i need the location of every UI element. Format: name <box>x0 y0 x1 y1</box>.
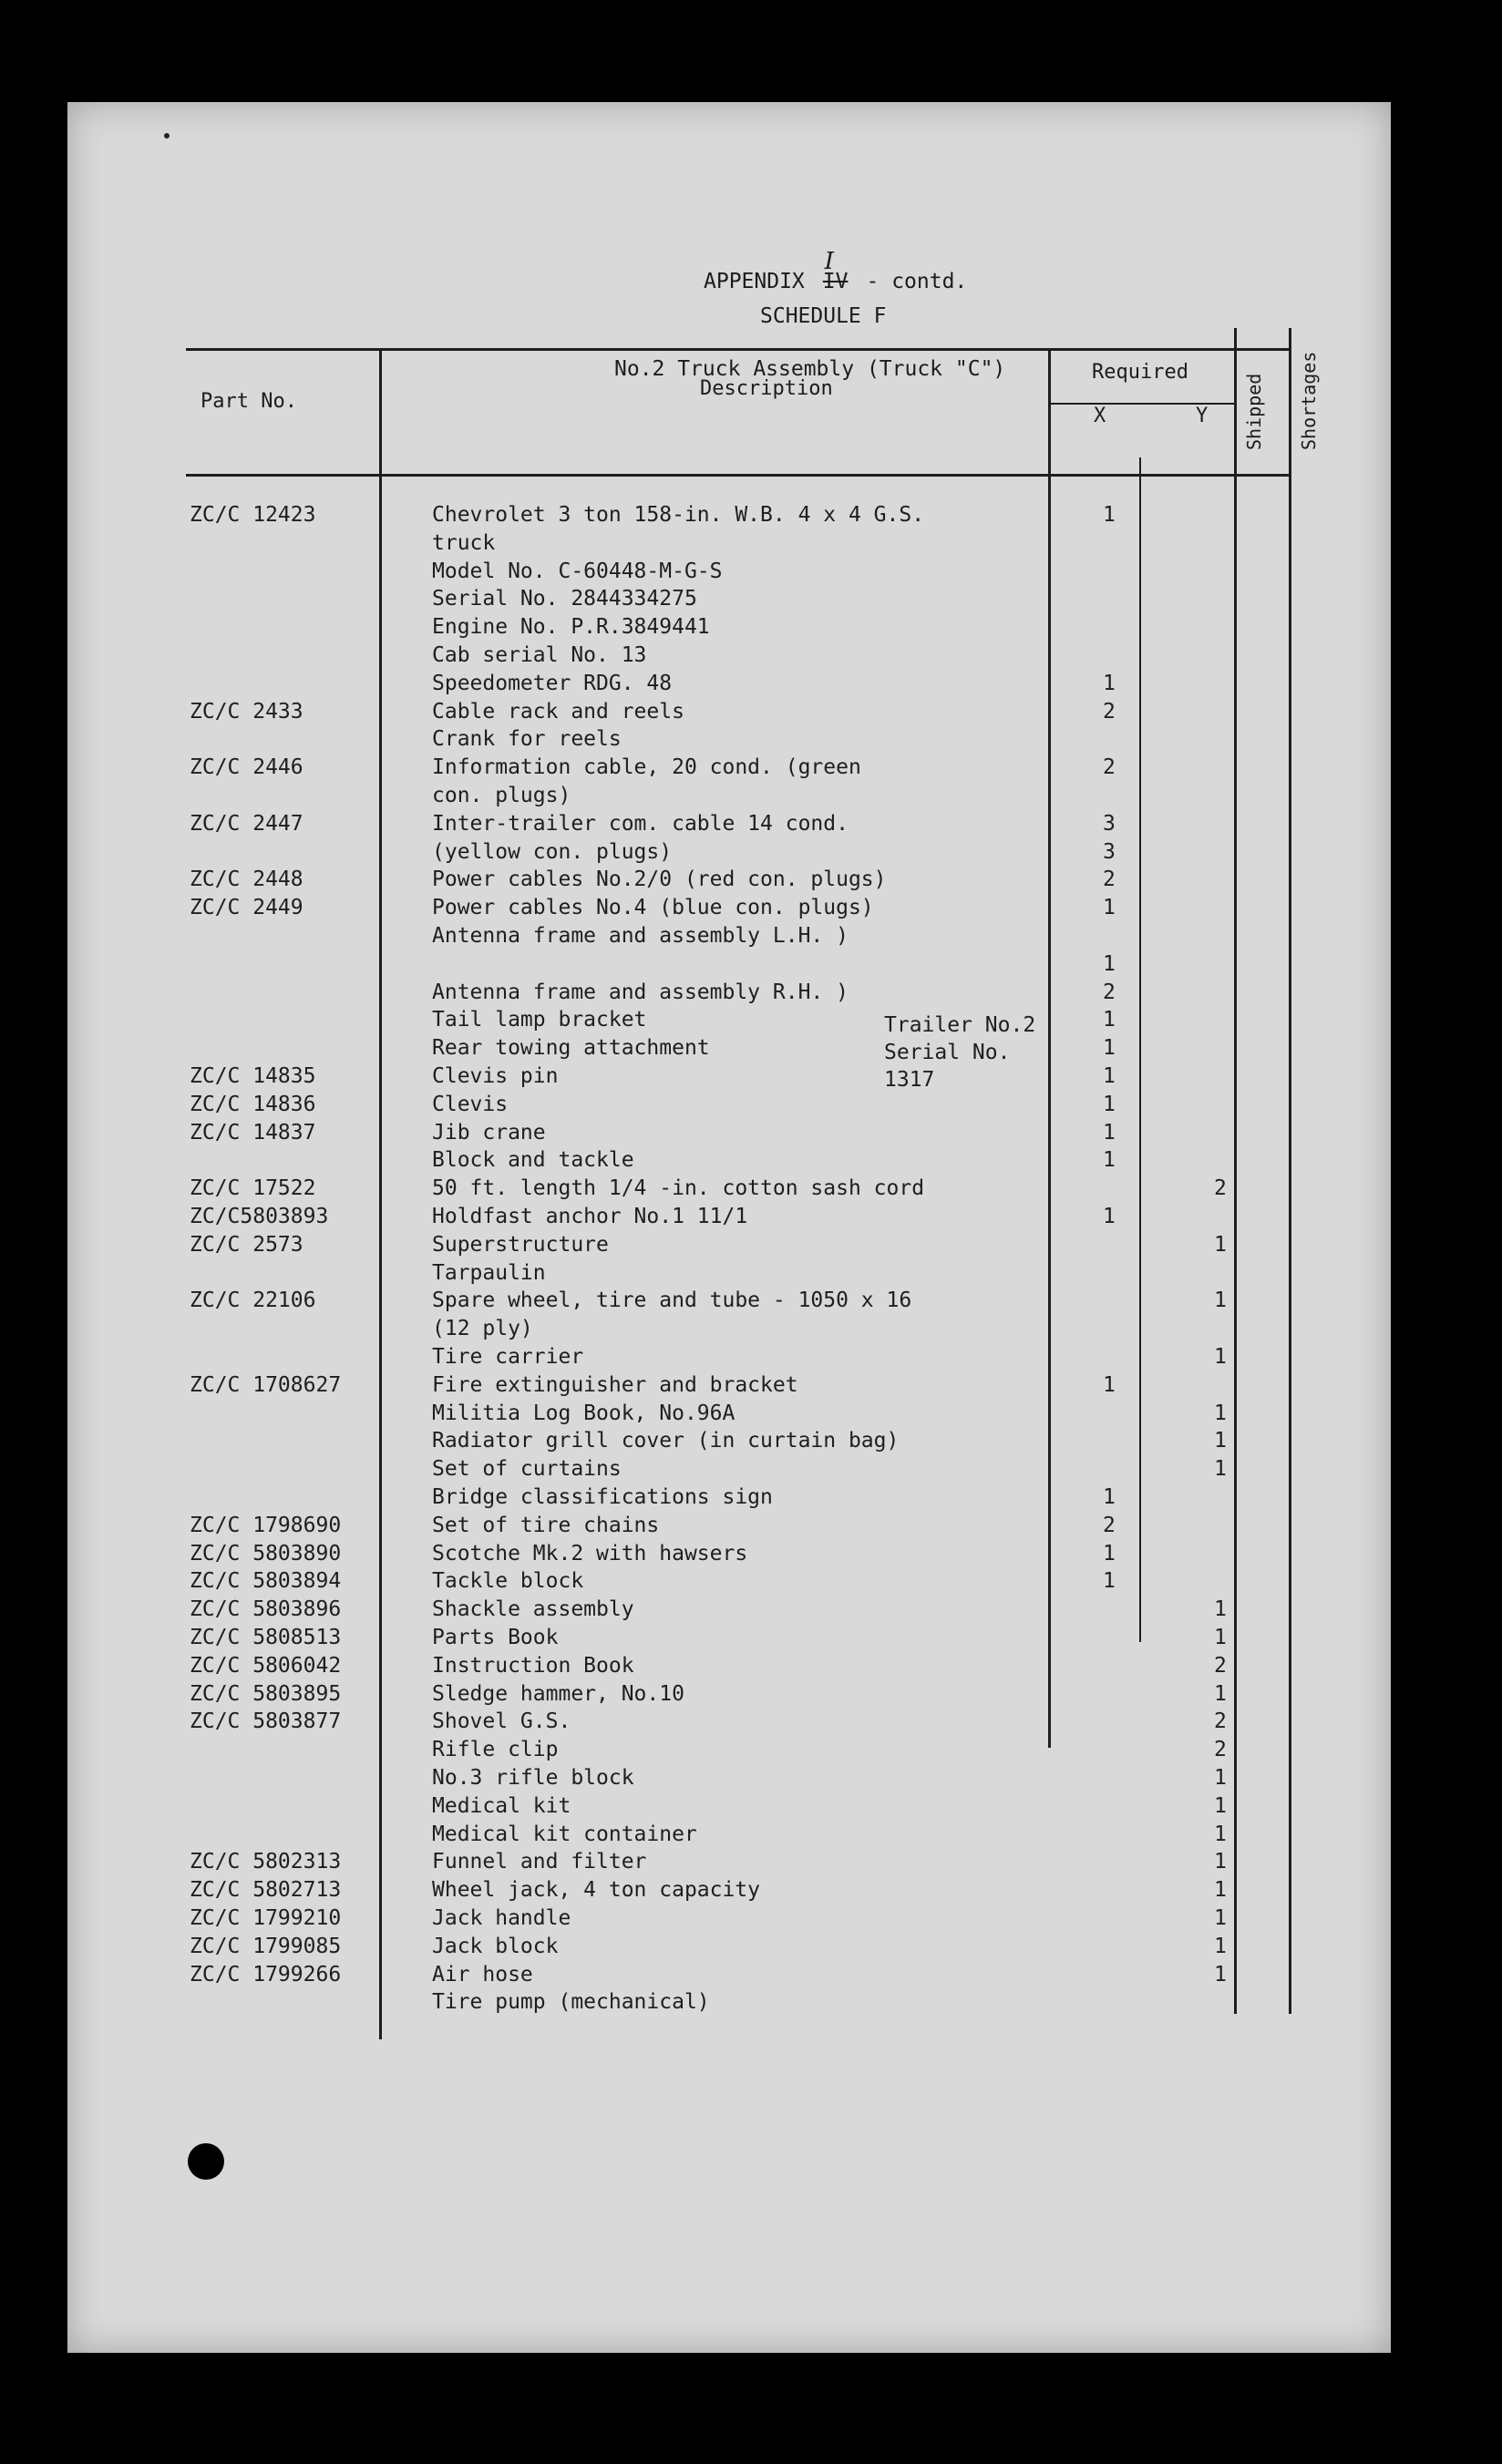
required-x-cell: 1 <box>1103 1008 1116 1032</box>
table-top-rule <box>186 348 1289 351</box>
required-y-cell: 1 <box>1214 1345 1227 1369</box>
table-row <box>67 1373 1391 1401</box>
required-y-cell: 1 <box>1214 1233 1227 1257</box>
required-x-cell: 2 <box>1103 980 1116 1004</box>
header-x: X <box>1094 405 1106 427</box>
description-cell: Model No. C-60448-M-G-S <box>432 560 723 583</box>
table-row <box>67 1457 1391 1484</box>
part-number-cell: ZC/C 5803890 <box>190 1542 342 1566</box>
description-cell: Power cables No.4 (blue con. plugs) <box>432 896 874 919</box>
required-x-cell: 1 <box>1103 1093 1116 1116</box>
required-x-cell: 1 <box>1103 1148 1116 1172</box>
table-row <box>67 1401 1391 1429</box>
description-cell: Information cable, 20 cond. (green <box>432 755 861 779</box>
part-number-cell: ZC/C 1799266 <box>190 1963 342 1987</box>
table-row <box>67 1878 1391 1905</box>
required-y-cell: 1 <box>1214 1682 1227 1706</box>
part-number-cell: ZC/C 5802313 <box>190 1850 342 1874</box>
part-number-cell: ZC/C 14837 <box>190 1121 316 1145</box>
part-number-cell: ZC/C 5808513 <box>190 1626 342 1649</box>
part-number-cell: ZC/C 2448 <box>190 868 303 891</box>
required-x-cell: 1 <box>1103 1064 1116 1088</box>
required-y-cell: 1 <box>1214 1906 1227 1930</box>
header-bottom-rule <box>186 474 1289 477</box>
required-y-cell: 2 <box>1214 1709 1227 1733</box>
appendix-label: APPENDIX <box>704 270 805 293</box>
description-cell: Antenna frame and assembly R.H. ) <box>432 980 849 1004</box>
description-cell: Fire extinguisher and bracket <box>432 1373 798 1397</box>
description-cell: Inter-trailer com. cable 14 cond. <box>432 812 849 836</box>
required-x-cell: 1 <box>1103 1569 1116 1593</box>
description-cell: Air hose <box>432 1963 533 1987</box>
table-row <box>67 1709 1391 1737</box>
table-row <box>67 1485 1391 1513</box>
table-row <box>67 615 1391 642</box>
required-x-cell: 1 <box>1103 1373 1116 1397</box>
table-row <box>67 980 1391 1008</box>
description-cell: Tarpaulin <box>432 1261 546 1285</box>
required-x-cell: 2 <box>1103 755 1116 779</box>
table-row <box>67 560 1391 587</box>
required-x-cell: 1 <box>1103 1542 1116 1566</box>
table-row <box>67 1850 1391 1877</box>
description-cell: Instruction Book <box>432 1654 634 1678</box>
table-row <box>67 1008 1391 1035</box>
table-row <box>67 1121 1391 1148</box>
table-row <box>67 868 1391 895</box>
required-x-cell: 1 <box>1103 672 1116 695</box>
description-cell: Tire pump (mechanical) <box>432 1990 710 2014</box>
required-y-cell: 1 <box>1214 1766 1227 1790</box>
description-cell: Radiator grill cover (in curtain bag) <box>432 1429 900 1453</box>
required-y-cell: 1 <box>1214 1822 1227 1846</box>
table-row <box>67 1990 1391 2017</box>
appendix-numeral-handwritten: I <box>824 248 834 275</box>
table-row <box>67 1288 1391 1316</box>
table-row <box>67 1738 1391 1765</box>
description-cell: Sledge hammer, No.10 <box>432 1682 684 1706</box>
part-number-cell: ZC/C 17522 <box>190 1176 316 1200</box>
part-number-cell: ZC/C 1799210 <box>190 1906 342 1930</box>
table-row <box>67 503 1391 530</box>
table-row <box>67 531 1391 559</box>
required-x-cell: 3 <box>1103 812 1116 836</box>
description-cell: Set of tire chains <box>432 1514 660 1537</box>
required-y-cell: 1 <box>1214 1288 1227 1312</box>
required-y-cell: 1 <box>1214 1626 1227 1649</box>
table-row <box>67 1176 1391 1204</box>
required-y-cell: 1 <box>1214 1457 1227 1481</box>
part-number-cell: ZC/C5803893 <box>190 1205 329 1228</box>
description-cell: Engine No. P.R.3849441 <box>432 615 710 639</box>
required-x-cell: 1 <box>1103 1205 1116 1228</box>
table-row <box>67 924 1391 951</box>
header-description: Description <box>700 377 833 400</box>
required-x-cell: 1 <box>1103 1485 1116 1509</box>
description-cell: Wheel jack, 4 ton capacity <box>432 1878 761 1902</box>
table-row <box>67 1036 1391 1063</box>
description-cell: truck <box>432 531 496 555</box>
description-cell: Medical kit container <box>432 1822 697 1846</box>
table-row <box>67 1261 1391 1288</box>
part-number-cell: ZC/C 14836 <box>190 1093 316 1116</box>
description-cell: Holdfast anchor No.1 11/1 <box>432 1205 748 1228</box>
part-number-cell: ZC/C 1798690 <box>190 1514 342 1537</box>
description-cell: Bridge classifications sign <box>432 1485 773 1509</box>
table-row <box>67 1317 1391 1344</box>
table-row <box>67 587 1391 614</box>
table-row <box>67 896 1391 923</box>
description-cell: Antenna frame and assembly L.H. ) <box>432 924 849 948</box>
table-row <box>67 1148 1391 1176</box>
required-y-cell: 2 <box>1214 1738 1227 1761</box>
description-cell: Superstructure <box>432 1233 609 1257</box>
part-number-cell: ZC/C 1708627 <box>190 1373 342 1397</box>
assembly-subtitle: No.2 Truck Assembly (Truck "C") <box>614 357 1006 381</box>
table-row <box>67 1205 1391 1232</box>
description-cell: Rear towing attachment <box>432 1036 710 1060</box>
document-page <box>67 102 1391 2353</box>
description-cell: Rifle clip <box>432 1738 559 1761</box>
trailer-note-line1: Trailer No.2 <box>884 1013 1036 1037</box>
table-row <box>67 812 1391 839</box>
description-cell: Crank for reels <box>432 727 622 751</box>
description-cell: Tire carrier <box>432 1345 584 1369</box>
required-x-cell: 1 <box>1103 503 1116 527</box>
required-y-cell: 1 <box>1214 1963 1227 1987</box>
required-y-cell: 1 <box>1214 1878 1227 1902</box>
required-x-cell: 1 <box>1103 952 1116 976</box>
table-row <box>67 1654 1391 1681</box>
description-cell: Cab serial No. 13 <box>432 643 647 667</box>
description-cell: Jack block <box>432 1935 559 1958</box>
header-y: Y <box>1196 405 1209 427</box>
header-shipped: Shipped <box>1243 373 1265 450</box>
part-number-cell: ZC/C 14835 <box>190 1064 316 1088</box>
table-row <box>67 643 1391 671</box>
table-row <box>67 952 1391 980</box>
punch-hole <box>188 2143 224 2180</box>
part-number-cell: ZC/C 2573 <box>190 1233 303 1257</box>
required-y-cell: 1 <box>1214 1850 1227 1874</box>
description-cell: Serial No. 2844334275 <box>432 587 697 611</box>
required-x-cell: 1 <box>1103 896 1116 919</box>
description-cell: Scotche Mk.2 with hawsers <box>432 1542 748 1566</box>
table-row <box>67 1766 1391 1793</box>
part-number-cell: ZC/C 2446 <box>190 755 303 779</box>
appendix-suffix: - contd. <box>866 270 968 293</box>
description-cell: (yellow con. plugs) <box>432 840 673 864</box>
table-row <box>67 1233 1391 1260</box>
description-cell: Shovel G.S. <box>432 1709 571 1733</box>
description-cell: Jack handle <box>432 1906 571 1930</box>
table-row <box>67 784 1391 811</box>
table-row <box>67 1514 1391 1541</box>
table-row <box>67 1597 1391 1625</box>
table-row <box>67 1682 1391 1709</box>
trailer-note-line2: Serial No. <box>884 1041 1011 1064</box>
table-row <box>67 1935 1391 1962</box>
appendix-heading <box>704 248 968 293</box>
table-row <box>67 1429 1391 1456</box>
table-row <box>67 1626 1391 1653</box>
table-row <box>67 1569 1391 1596</box>
table-row <box>67 1794 1391 1822</box>
description-cell: Chevrolet 3 ton 158-in. W.B. 4 x 4 G.S. <box>432 503 925 527</box>
table-row <box>67 1064 1391 1092</box>
required-x-cell: 1 <box>1103 1121 1116 1145</box>
part-number-cell: ZC/C 22106 <box>190 1288 316 1312</box>
table-row <box>67 755 1391 783</box>
description-cell: Cable rack and reels <box>432 700 684 724</box>
description-cell: Shackle assembly <box>432 1597 634 1621</box>
description-cell: No.3 rifle block <box>432 1766 634 1790</box>
part-number-cell: ZC/C 12423 <box>190 503 316 527</box>
part-number-cell: ZC/C 5803896 <box>190 1597 342 1621</box>
table-row <box>67 1542 1391 1569</box>
description-cell: Medical kit <box>432 1794 571 1818</box>
required-y-cell: 1 <box>1214 1401 1227 1425</box>
table-row <box>67 1093 1391 1120</box>
required-y-cell: 2 <box>1214 1654 1227 1678</box>
required-x-cell: 2 <box>1103 700 1116 724</box>
table-row <box>67 1906 1391 1934</box>
description-cell: Power cables No.2/0 (red con. plugs) <box>432 868 887 891</box>
table-row <box>67 840 1391 868</box>
part-number-cell: ZC/C 2447 <box>190 812 303 836</box>
part-number-cell: ZC/C 5806042 <box>190 1654 342 1678</box>
required-y-cell: 1 <box>1214 1597 1227 1621</box>
description-cell: con. plugs) <box>432 784 571 807</box>
trailer-note-line3: 1317 <box>884 1068 935 1092</box>
required-x-cell: 3 <box>1103 840 1116 864</box>
required-x-cell: 1 <box>1103 1036 1116 1060</box>
description-cell: Set of curtains <box>432 1457 622 1481</box>
appendix-numeral <box>818 248 854 293</box>
table-row <box>67 672 1391 699</box>
schedule-title: SCHEDULE F <box>760 304 887 328</box>
required-y-cell: 2 <box>1214 1176 1227 1200</box>
description-cell: Clevis <box>432 1093 509 1116</box>
part-number-cell: ZC/C 5803877 <box>190 1709 342 1733</box>
part-number-cell: ZC/C 2433 <box>190 700 303 724</box>
description-cell: Spare wheel, tire and tube - 1050 x 16 <box>432 1288 912 1312</box>
required-y-cell: 1 <box>1214 1794 1227 1818</box>
table-row <box>67 1822 1391 1850</box>
part-number-cell: ZC/C 5803894 <box>190 1569 342 1593</box>
table-row <box>67 700 1391 727</box>
part-number-cell: ZC/C 5802713 <box>190 1878 342 1902</box>
description-cell: (12 ply) <box>432 1317 533 1340</box>
header-required: Required <box>1092 361 1188 384</box>
description-cell: Parts Book <box>432 1626 559 1649</box>
required-x-cell: 2 <box>1103 1514 1116 1537</box>
part-number-cell: ZC/C 5803895 <box>190 1682 342 1706</box>
required-y-cell: 1 <box>1214 1935 1227 1958</box>
description-cell: Tackle block <box>432 1569 584 1593</box>
description-cell: Funnel and filter <box>432 1850 647 1874</box>
header-part-no: Part No. <box>201 390 297 413</box>
speck <box>164 133 170 139</box>
description-cell: Militia Log Book, No.96A <box>432 1401 736 1425</box>
table-row <box>67 727 1391 755</box>
description-cell: Clevis pin <box>432 1064 559 1088</box>
description-cell: Tail lamp bracket <box>432 1008 647 1032</box>
table-row <box>67 1963 1391 1990</box>
header-shortages: Shortages <box>1298 351 1320 450</box>
appendix-numeral-struck: IV <box>822 270 849 293</box>
required-x-cell: 2 <box>1103 868 1116 891</box>
description-cell: Block and tackle <box>432 1148 634 1172</box>
part-number-cell: ZC/C 2449 <box>190 896 303 919</box>
description-cell: 50 ft. length 1/4 -in. cotton sash cord <box>432 1176 925 1200</box>
description-cell: Jib crane <box>432 1121 546 1145</box>
table-row <box>67 1345 1391 1372</box>
required-y-cell: 1 <box>1214 1429 1227 1453</box>
part-number-cell: ZC/C 1799085 <box>190 1935 342 1958</box>
description-cell: Speedometer RDG. 48 <box>432 672 673 695</box>
